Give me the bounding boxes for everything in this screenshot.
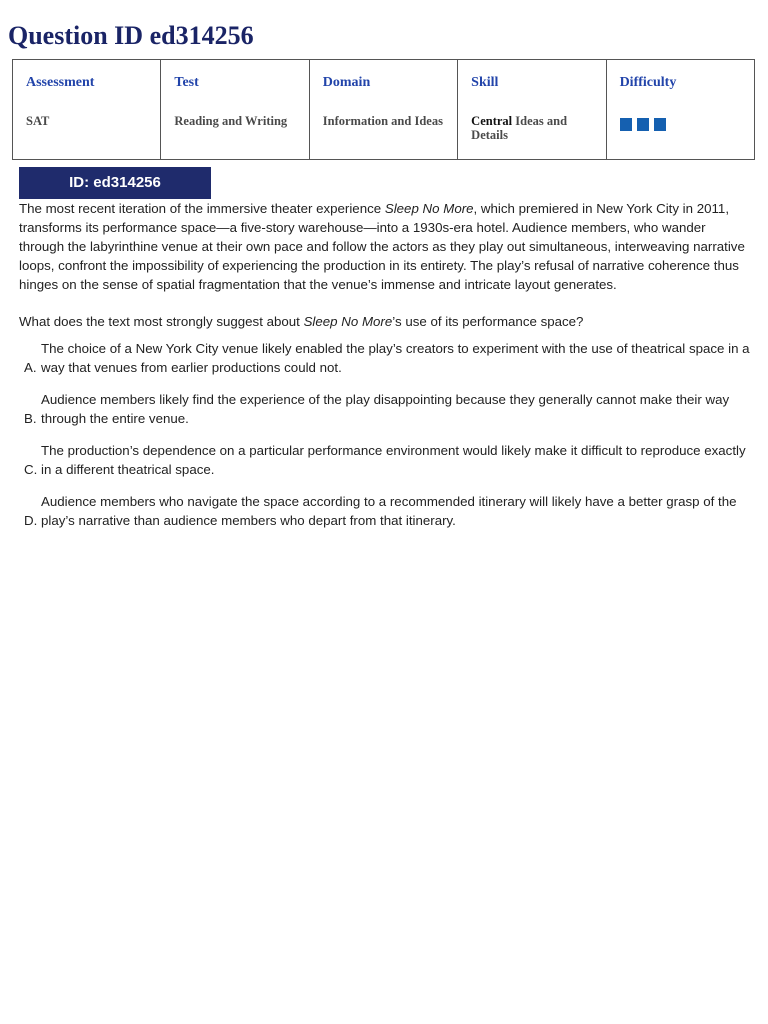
skill-value-emphasis: Central — [471, 114, 513, 128]
assessment-header: Assessment — [26, 75, 95, 90]
question-prompt — [19, 312, 754, 331]
work-title: Sleep No More — [384, 201, 474, 216]
answer-choice-d[interactable] — [19, 492, 754, 543]
passage-body: , which premiered in New York City in 2011, transforms its performance space—a five-story warehouse—into a 1930s-era hotel. Audience members, who wander through the labyrinthine venue at their own pace and follow the actors as they play out simultaneous, interweaving narrative loops, confront the impossibility of experiencing the production in its entirety. The play’s refusal of narrative coherence thus hinges on the sense of spatial fragmentation that the venue’s immense and intricate layout generates. — [19, 201, 745, 292]
domain-cell — [309, 60, 457, 160]
domain-header: Domain — [322, 75, 371, 90]
difficulty-square — [654, 118, 666, 131]
choice-letter: C. — [24, 462, 38, 477]
test-header: Test — [174, 75, 199, 90]
choice-letter: B. — [24, 411, 37, 426]
answer-choice-b[interactable] — [19, 390, 754, 441]
question-metadata-table — [12, 59, 755, 160]
skill-header: Skill — [471, 75, 499, 90]
domain-value: Information and Ideas — [322, 114, 443, 128]
assessment-value: SAT — [26, 114, 50, 128]
skill-value-rest: Ideas and Details — [471, 114, 568, 142]
skill-cell — [458, 60, 606, 160]
difficulty-square — [637, 118, 649, 131]
difficulty-header: Difficulty — [619, 75, 677, 90]
page-title: Question ID ed314256 — [8, 21, 254, 50]
choice-letter: D. — [24, 513, 38, 528]
choice-letter: A. — [24, 360, 37, 375]
skill-value — [471, 114, 597, 142]
question-id-banner: ID: ed314256 — [19, 167, 211, 199]
answer-choices — [19, 339, 754, 543]
prompt-intro: What does the text most strongly suggest about — [19, 314, 304, 329]
answer-choice-a[interactable] — [19, 339, 754, 390]
passage-text — [19, 199, 754, 294]
assessment-cell — [13, 60, 161, 160]
choice-text: The choice of a New York City venue likely enabled the play’s creators to experiment with the use of theatrical space in a way that venues from earlier productions could not. — [41, 341, 750, 375]
difficulty-square — [620, 118, 632, 131]
test-value: Reading and Writing — [174, 114, 288, 128]
difficulty-cell — [606, 60, 754, 160]
prompt-work-title: Sleep No More — [303, 314, 393, 329]
choice-text: The production’s dependence on a particular performance environment would likely make it difficult to reproduce exactly in a different theatrical space. — [41, 443, 746, 477]
answer-choice-c[interactable] — [19, 441, 754, 492]
test-cell — [161, 60, 309, 160]
passage-intro: The most recent iteration of the immersive theater experience — [19, 201, 385, 216]
prompt-end: ’s use of its performance space? — [392, 314, 584, 329]
difficulty-indicator — [620, 118, 746, 131]
choice-text: Audience members likely find the experience of the play disappointing because they generally cannot make their way through the entire venue. — [41, 392, 730, 426]
choice-text: Audience members who navigate the space according to a recommended itinerary will likely have a better grasp of the play’s narrative than audience members who depart from that itinerary. — [41, 494, 737, 528]
